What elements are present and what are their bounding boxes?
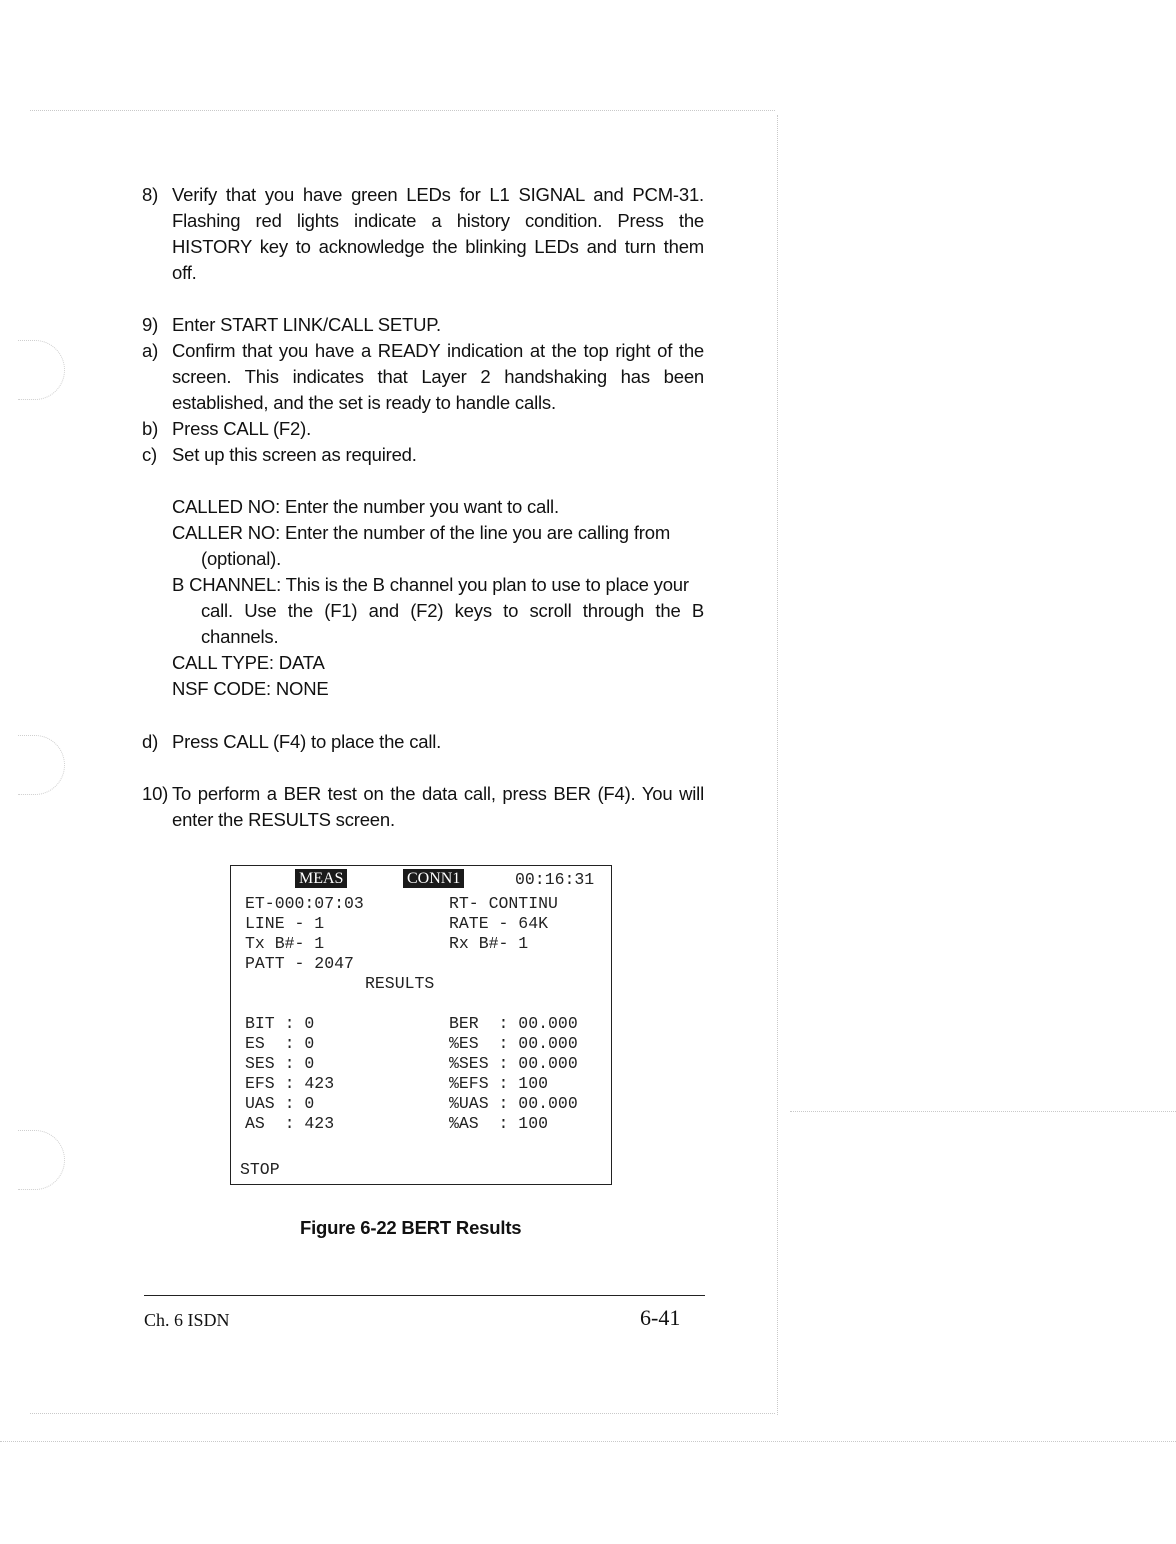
field-nsf-code: NSF CODE: NONE <box>172 678 329 699</box>
step-number: 10) <box>142 783 169 804</box>
step-10 <box>142 781 704 833</box>
field-caller-line1: CALLER NO: Enter the number of the line you are calling from <box>172 522 671 543</box>
step-text: Press CALL (F2). <box>172 418 312 439</box>
field-b-channel <box>172 572 704 650</box>
punch-hole-bottom <box>18 1130 65 1190</box>
result-left: EFS : 423 <box>245 1074 335 1093</box>
rate-value: RATE - 64K <box>449 914 549 933</box>
step-letter: c) <box>142 444 158 465</box>
step-letter: d) <box>142 731 159 752</box>
punch-hole-top <box>18 340 65 400</box>
field-called-no: CALLED NO: Enter the number you want to call. <box>172 496 559 517</box>
scan-border-bottom <box>30 1413 775 1414</box>
step-text: Press CALL (F4) to place the call. <box>172 731 442 752</box>
step-number: 8) <box>142 184 159 205</box>
footer-chapter: Ch. 6 ISDN <box>144 1310 230 1330</box>
stop-softkey: STOP <box>240 1160 280 1179</box>
result-left: ES : 0 <box>245 1034 315 1053</box>
result-right: %SES : 00.000 <box>449 1054 578 1073</box>
step-text: Enter START LINK/CALL SETUP. <box>172 314 441 335</box>
step-text: Verify that you have green LEDs for L1 SIGNAL and PCM-31. Flashing red lights indicate a history condition. Press the HISTORY key to acknowledge the blinking LEDs and turn them off. <box>172 184 704 283</box>
line-value: LINE - 1 <box>245 914 325 933</box>
step-letter: b) <box>142 418 159 439</box>
tx-b-value: Tx B#- 1 <box>245 934 325 953</box>
field-bchan-line1: B CHANNEL: This is the B channel you plan to use to place your <box>172 574 689 595</box>
et-value: ET-000:07:03 <box>245 894 364 913</box>
step-a <box>142 338 704 416</box>
patt-value: PATT - 2047 <box>245 954 354 973</box>
step-b <box>142 416 704 442</box>
punch-hole-middle <box>18 735 65 795</box>
step-text: Set up this screen as required. <box>172 444 417 465</box>
step-text: Confirm that you have a READY indication at the top right of the screen. This indicates that Layer 2 handshaking has been established, and the set is ready to handle calls. <box>172 340 704 413</box>
step-8 <box>142 182 704 286</box>
field-bchan-line2: call. Use the (F1) and (F2) keys to scroll through the B channels. <box>201 600 704 647</box>
field-call-type: CALL TYPE: DATA <box>172 652 325 673</box>
rx-b-value: Rx B#- 1 <box>449 934 529 953</box>
result-right: %UAS : 00.000 <box>449 1094 578 1113</box>
field-caller-no <box>172 520 704 572</box>
scan-line-mid <box>790 1111 1176 1112</box>
step-number: 9) <box>142 314 159 335</box>
scan-border-right <box>777 115 778 1415</box>
elapsed-clock: 00:16:31 <box>515 870 595 889</box>
results-title: RESULTS <box>365 974 435 993</box>
result-left: AS : 423 <box>245 1114 335 1133</box>
rt-value: RT- CONTINU <box>449 894 558 913</box>
footer-rule <box>144 1295 705 1296</box>
result-right: %EFS : 100 <box>449 1074 549 1093</box>
step-letter: a) <box>142 340 159 361</box>
bert-results-screen <box>230 865 612 1185</box>
meas-tab: MEAS <box>295 869 347 888</box>
conn-tab: CONN1 <box>403 869 464 888</box>
result-right: %ES : 00.000 <box>449 1034 578 1053</box>
scan-border-top <box>30 110 775 111</box>
step-9 <box>142 312 704 338</box>
scan-border-lower <box>0 1441 1176 1442</box>
field-caller-line2: (optional). <box>201 548 282 569</box>
result-right: %AS : 100 <box>449 1114 549 1133</box>
result-left: UAS : 0 <box>245 1094 315 1113</box>
figure-caption: Figure 6-22 BERT Results <box>300 1217 522 1238</box>
result-right: BER : 00.000 <box>449 1014 578 1033</box>
result-left: SES : 0 <box>245 1054 315 1073</box>
step-text: To perform a BER test on the data call, press BER (F4). You will enter the RESULTS screen. <box>172 783 704 830</box>
step-c <box>142 442 704 468</box>
result-left: BIT : 0 <box>245 1014 315 1033</box>
page-number: 6-41 <box>640 1305 681 1330</box>
step-d <box>142 729 704 755</box>
